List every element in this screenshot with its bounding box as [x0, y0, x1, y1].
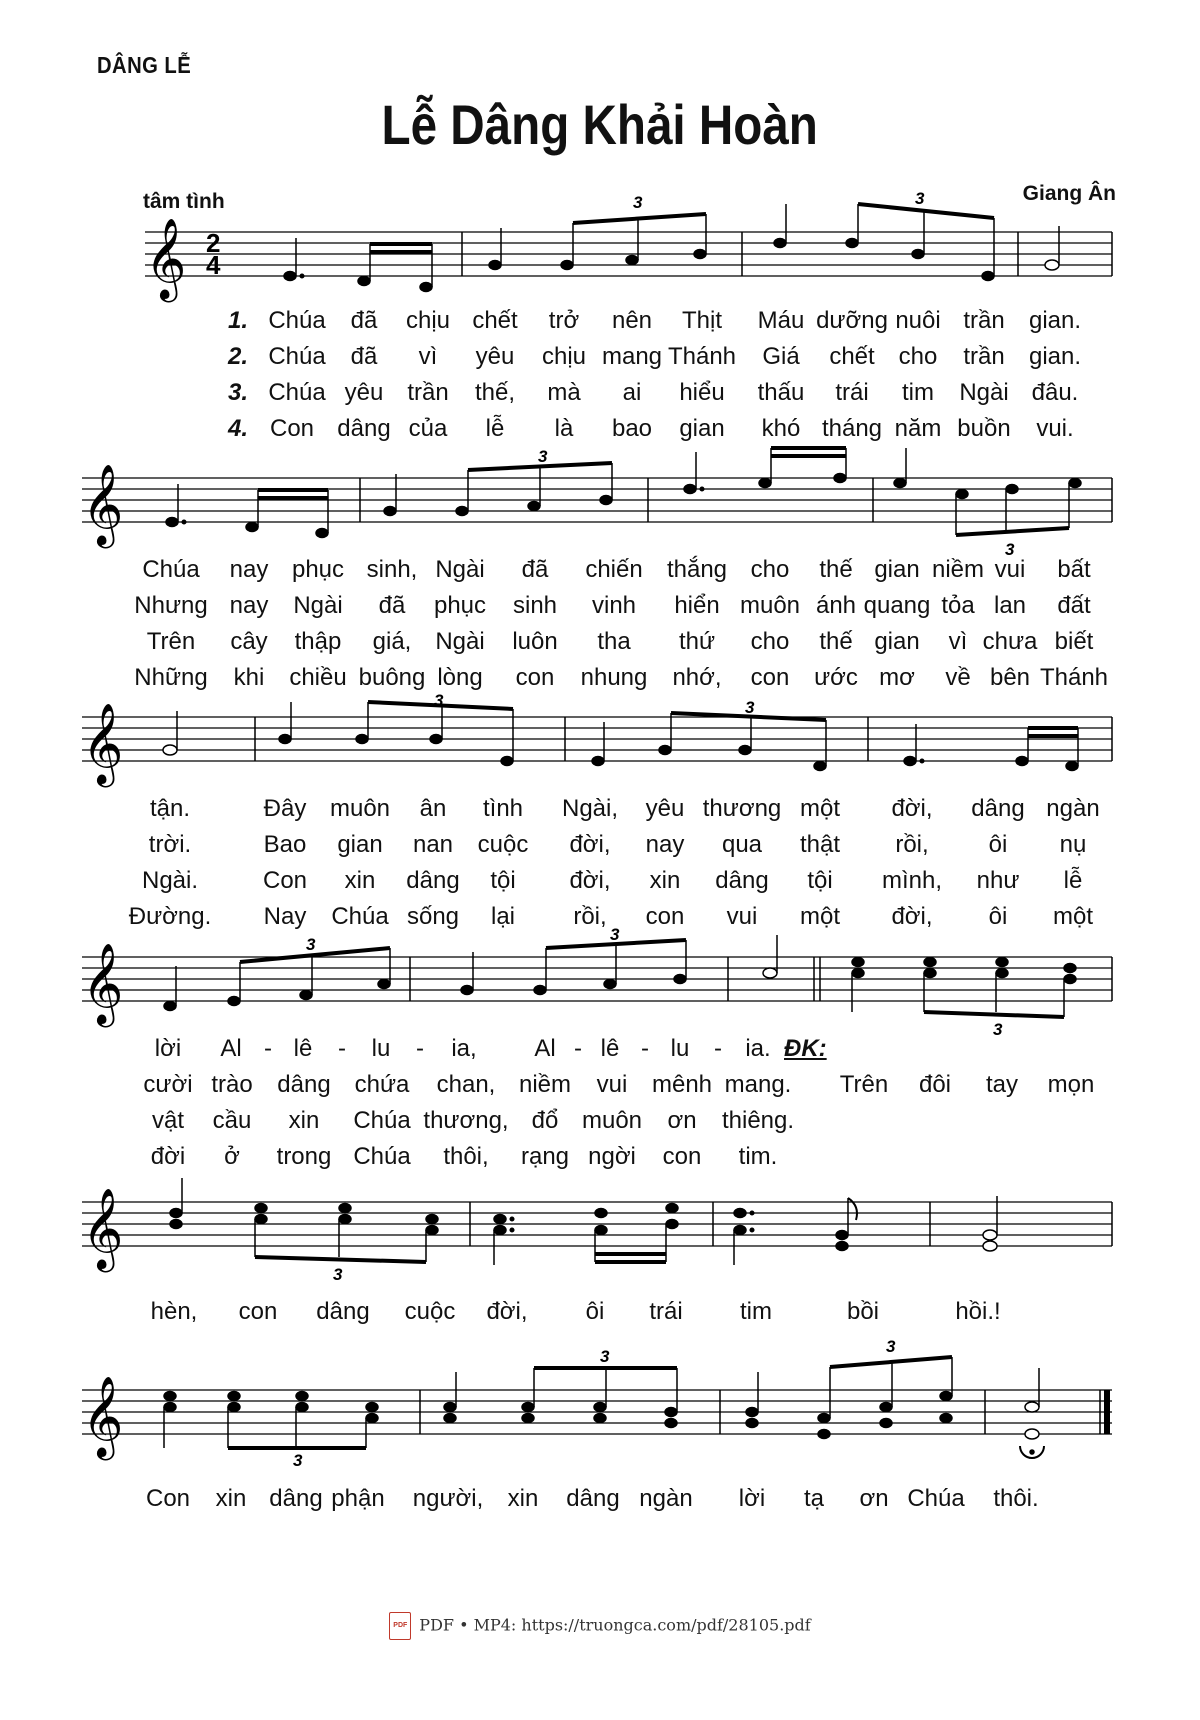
lyric-syllable: trái: [649, 1298, 683, 1325]
lyric-syllable: yêu: [344, 379, 384, 406]
lyric-syllable: thế: [819, 628, 853, 655]
lyric-syllable: Con: [145, 1485, 191, 1512]
lyric-syllable: hiểu: [679, 379, 725, 406]
lyric-syllable: sinh: [512, 592, 558, 619]
lyric-syllable: ngàn: [639, 1485, 693, 1512]
lyric-syllable: mình,: [881, 867, 943, 894]
staff-system-3: [0, 685, 1200, 795]
lyric-syllable: gian: [874, 556, 920, 583]
lyric-syllable: nay: [229, 556, 269, 583]
lyric-hyphen: -: [338, 1035, 346, 1062]
lyric-syllable: một: [799, 795, 841, 822]
lyric-syllable: chưa: [982, 628, 1038, 655]
lyric-syllable: Trên: [146, 628, 196, 655]
triplet-mark: 3: [538, 447, 548, 466]
lyric-syllable: vật: [151, 1107, 185, 1134]
treble-clef: 𝄞: [82, 704, 124, 782]
notes: [164, 1357, 1044, 1458]
lyric-syllable: thập: [294, 628, 342, 655]
lyric-syllable: thật: [799, 831, 841, 858]
lyric-syllable: thế,: [474, 379, 516, 406]
lyric-syllable: ôi: [988, 903, 1008, 930]
lyric-syllable: Chúa: [353, 1107, 411, 1134]
lyric-syllable: trần: [963, 343, 1005, 370]
lyric-syllable: con: [750, 664, 790, 691]
lyric-syllable: tận.: [149, 795, 191, 822]
lyric-syllable: Đường.: [128, 903, 212, 930]
treble-clef: 𝄞: [82, 944, 124, 1022]
staff-lines: [82, 957, 1112, 1001]
triplet-mark: 3: [915, 189, 925, 208]
lyric-syllable: năm: [894, 415, 942, 442]
lyric-syllable: đã: [521, 556, 549, 583]
lyric-syllable: Al: [220, 1035, 242, 1062]
lyric-syllable: cuộc: [404, 1298, 456, 1325]
lyric-syllable: về: [945, 664, 971, 691]
lyric-syllable: thấu: [757, 379, 805, 406]
lyric-syllable: khi: [233, 664, 265, 691]
lyric-syllable: Nhưng: [134, 592, 208, 619]
lyric-syllable: tim: [902, 379, 934, 406]
lyric-syllable: tháng: [821, 415, 883, 442]
lyric-syllable: ước: [814, 664, 858, 691]
lyric-syllable: như: [976, 867, 1020, 894]
lyric-syllable: lại: [490, 903, 516, 930]
lyric-syllable: gian: [679, 415, 725, 442]
lyric-syllable: luôn: [512, 628, 558, 655]
lyric-syllable: lu: [371, 1035, 391, 1062]
composer-name: Giang Ân: [1022, 182, 1116, 205]
lyric-syllable: dâng: [269, 1485, 323, 1512]
triplet-mark: 3: [886, 1337, 896, 1356]
lyric-syllable: niềm: [518, 1071, 572, 1098]
treble-clef: 𝄞: [82, 1377, 124, 1455]
lyric-syllable: tim.: [738, 1143, 778, 1170]
lyric-syllable: dâng: [715, 867, 769, 894]
lyric-syllable: buồn: [957, 415, 1011, 442]
lyric-syllable: nụ: [1059, 831, 1087, 858]
lyric-syllable: đã: [350, 343, 378, 370]
lyric-syllable: chan,: [436, 1071, 496, 1098]
staff-system-6: [0, 1337, 1200, 1480]
lyric-syllable: con: [515, 664, 555, 691]
lyric-syllable: mang: [601, 343, 663, 370]
lyric-syllable: thương,: [423, 1107, 509, 1134]
lyric-syllable: ngời: [588, 1143, 636, 1170]
lyric-syllable: xin: [288, 1107, 320, 1134]
lyric-syllable: dâng: [566, 1485, 620, 1512]
lyric-syllable: chiến: [585, 556, 643, 583]
lyric-syllable: cho: [750, 556, 790, 583]
song-category: DÂNG LỄ: [97, 52, 192, 78]
lyric-syllable: Những: [134, 664, 208, 691]
lyric-syllable: vui: [726, 903, 758, 930]
lyric-syllable: Nay: [263, 903, 307, 930]
lyric-syllable: tim: [740, 1298, 772, 1325]
lyric-hyphen: -: [416, 1035, 424, 1062]
lyric-syllable: chiều: [289, 664, 347, 691]
lyric-syllable: dâng: [971, 795, 1025, 822]
lyric-syllable: lời: [738, 1485, 766, 1512]
lyric-syllable: lời: [154, 1035, 182, 1062]
lyric-syllable: cười: [143, 1071, 193, 1098]
notes: [284, 204, 1059, 292]
lyric-syllable: mà: [547, 379, 581, 406]
triplet-mark: 3: [633, 193, 643, 212]
lyric-syllable: ở: [224, 1143, 240, 1170]
lyric-syllable: ôi: [585, 1298, 605, 1325]
lyric-syllable: rạng: [520, 1143, 570, 1170]
lyric-hyphen: -: [641, 1035, 649, 1062]
lyric-syllable: Chúa: [268, 307, 326, 334]
lyric-syllable: buông: [358, 664, 426, 691]
verse-number: 1.: [227, 307, 249, 334]
triplet-mark: 3: [293, 1451, 303, 1470]
lyric-syllable: Chúa: [268, 343, 326, 370]
lyric-syllable: lòng: [437, 664, 483, 691]
lyric-syllable: rồi,: [895, 831, 929, 858]
song-title: [0, 92, 1200, 157]
lyric-syllable: nuôi: [895, 307, 941, 334]
time-signature-top: 2: [206, 228, 221, 258]
treble-clef: 𝄞: [82, 465, 124, 543]
lyric-syllable: cầu: [212, 1107, 252, 1134]
lyric-syllable: Thánh: [667, 343, 737, 370]
lyric-syllable: tạ: [803, 1485, 825, 1512]
lyric-syllable: tha: [597, 628, 631, 655]
notes: [166, 448, 1081, 538]
staff-lines: [145, 232, 1112, 276]
lyric-syllable: trong: [276, 1143, 332, 1170]
lyric-syllable: đời,: [891, 795, 933, 822]
lyric-syllable: cây: [230, 628, 268, 655]
staff-system-5: [0, 1175, 1200, 1290]
triplet-mark: 3: [306, 935, 316, 954]
triplet-mark: 3: [993, 1020, 1003, 1039]
lyric-syllable: ia.: [745, 1035, 771, 1062]
lyric-syllable: yêu: [475, 343, 515, 370]
staff-system-1: [0, 190, 1200, 300]
lyric-syllable: trái: [835, 379, 869, 406]
lyric-syllable: lu: [670, 1035, 690, 1062]
triplet-mark: 3: [745, 698, 755, 717]
lyric-syllable: người,: [412, 1485, 484, 1512]
lyric-hyphen: -: [574, 1035, 582, 1062]
lyric-syllable: tình: [482, 795, 524, 822]
lyric-syllable: đời,: [569, 831, 611, 858]
lyric-syllable: chứa: [354, 1071, 410, 1098]
lyric-syllable: đôi: [918, 1071, 952, 1098]
lyric-syllable: nên: [611, 307, 653, 334]
lyric-syllable: bồi: [846, 1298, 880, 1325]
triplet-mark: 3: [610, 925, 620, 944]
lyric-syllable: của: [408, 415, 448, 442]
lyric-syllable: trần: [407, 379, 449, 406]
time-signature-bottom: 4: [206, 250, 221, 280]
staff-system-2: [0, 445, 1200, 559]
lyric-syllable: mọn: [1047, 1071, 1095, 1098]
lyric-syllable: muôn: [329, 795, 391, 822]
refrain-label: ĐK:: [784, 1035, 827, 1062]
lyric-syllable: chịu: [405, 307, 451, 334]
lyric-syllable: cho: [898, 343, 938, 370]
lyric-syllable: ơn: [667, 1107, 697, 1134]
lyric-syllable: Chúa: [907, 1485, 965, 1512]
lyric-syllable: Trên: [839, 1071, 889, 1098]
lyric-syllable: ơn: [859, 1485, 889, 1512]
lyric-syllable: là: [554, 415, 574, 442]
lyric-syllable: đã: [378, 592, 406, 619]
lyric-syllable: cho: [750, 628, 790, 655]
lyric-syllable: dâng: [406, 867, 460, 894]
lyric-syllable: dưỡng: [816, 307, 888, 334]
lyric-syllable: Al: [534, 1035, 556, 1062]
lyric-syllable: đời: [150, 1143, 186, 1170]
lyric-syllable: một: [1052, 903, 1094, 930]
lyric-syllable: rồi,: [573, 903, 607, 930]
lyric-syllable: mang.: [724, 1071, 792, 1098]
lyric-syllable: Ngài.: [141, 867, 199, 894]
lyric-hyphen: -: [264, 1035, 272, 1062]
footer: [0, 1612, 1200, 1640]
lyric-syllable: ia,: [451, 1035, 477, 1062]
lyric-syllable: thế: [819, 556, 853, 583]
lyric-syllable: thứ: [678, 628, 716, 655]
lyric-syllable: vì: [948, 628, 968, 655]
lyric-syllable: lan: [993, 592, 1027, 619]
lyric-syllable: Chúa: [331, 903, 389, 930]
lyric-syllable: đã: [350, 307, 378, 334]
lyric-syllable: dâng: [316, 1298, 370, 1325]
final-barline: [1104, 1390, 1110, 1434]
lyric-syllable: Đây: [263, 795, 307, 822]
lyric-syllable: trào: [211, 1071, 253, 1098]
lyric-syllable: Chúa: [353, 1143, 411, 1170]
lyric-syllable: Ngài: [959, 379, 1009, 406]
lyric-syllable: tay: [985, 1071, 1019, 1098]
lyric-syllable: vui: [994, 556, 1026, 583]
lyric-syllable: Con: [269, 415, 315, 442]
lyric-syllable: cuộc: [477, 831, 529, 858]
lyric-syllable: hồi.!: [955, 1298, 1001, 1325]
lyric-syllable: lê: [600, 1035, 620, 1062]
verse-number: 4.: [227, 415, 249, 442]
lyric-syllable: gian: [337, 831, 383, 858]
lyric-syllable: thôi.: [993, 1485, 1039, 1512]
lyric-syllable: phục: [433, 592, 487, 619]
lyric-syllable: đời,: [486, 1298, 528, 1325]
lyric-syllable: vui: [596, 1071, 628, 1098]
lyric-syllable: lễ: [485, 415, 505, 442]
lyric-syllable: tỏa: [941, 592, 975, 619]
lyric-syllable: dâng: [337, 415, 391, 442]
lyric-syllable: ai: [622, 379, 642, 406]
lyric-syllable: đổ: [531, 1107, 559, 1134]
lyric-syllable: xin: [215, 1485, 247, 1512]
lyric-syllable: đời,: [569, 867, 611, 894]
lyric-syllable: ôi: [988, 831, 1008, 858]
notes: [164, 935, 1076, 1017]
lyric-syllable: ngàn: [1046, 795, 1100, 822]
lyric-syllable: con: [645, 903, 685, 930]
lyric-syllable: mơ: [879, 664, 915, 691]
lyric-syllable: bao: [611, 415, 653, 442]
lyric-syllable: trần: [963, 307, 1005, 334]
lyric-syllable: xin: [344, 867, 376, 894]
lyric-syllable: muôn: [581, 1107, 643, 1134]
pdf-icon: PDF: [389, 1612, 411, 1640]
verse-number: 3.: [227, 379, 249, 406]
lyric-syllable: Ngài: [435, 556, 485, 583]
lyric-syllable: thiêng.: [721, 1107, 795, 1134]
lyric-syllable: muôn: [739, 592, 801, 619]
lyric-syllable: nhớ,: [672, 664, 722, 691]
staff-lines: [82, 1202, 1112, 1246]
lyric-syllable: tội: [490, 867, 516, 894]
lyric-syllable: Bao: [263, 831, 307, 858]
lyric-syllable: gian.: [1028, 307, 1082, 334]
lyric-hyphen: -: [714, 1035, 722, 1062]
lyric-syllable: biết: [1054, 628, 1094, 655]
lyric-syllable: thương: [702, 795, 782, 822]
verse-number: 2.: [227, 343, 249, 370]
treble-clef: 𝄞: [145, 219, 187, 297]
lyric-syllable: nay: [229, 592, 269, 619]
lyric-syllable: khó: [761, 415, 801, 442]
lyric-syllable: xin: [507, 1485, 539, 1512]
lyric-syllable: đời,: [891, 903, 933, 930]
lyric-syllable: ánh: [815, 592, 857, 619]
lyric-syllable: dâng: [277, 1071, 331, 1098]
lyric-syllable: gian.: [1028, 343, 1082, 370]
staff-system-4: [0, 925, 1200, 1039]
lyric-syllable: Ngài: [435, 628, 485, 655]
lyric-syllable: Chúa: [142, 556, 200, 583]
lyric-syllable: nan: [412, 831, 454, 858]
song-title-text: Lễ Dâng Khải Hoàn: [381, 93, 819, 156]
footer-link[interactable]: PDF • MP4: https://truongca.com/pdf/28105.pdf: [419, 1615, 811, 1635]
lyric-syllable: Ngài,: [561, 795, 619, 822]
lyric-syllable: bên: [989, 664, 1031, 691]
lyric-syllable: Ngài: [293, 592, 343, 619]
tempo-marking: tâm tình: [143, 190, 225, 213]
lyric-syllable: thôi,: [443, 1143, 489, 1170]
lyric-syllable: nay: [645, 831, 685, 858]
lyric-syllable: yêu: [645, 795, 685, 822]
lyric-syllable: hèn,: [150, 1298, 198, 1325]
lyric-syllable: Con: [262, 867, 308, 894]
notes: [163, 702, 1078, 771]
lyric-syllable: chết: [829, 343, 875, 370]
lyric-syllable: trở: [548, 307, 580, 334]
lyric-syllable: bất: [1057, 556, 1091, 583]
treble-clef: 𝄞: [82, 1189, 124, 1267]
triplet-mark: 3: [1005, 540, 1015, 559]
lyric-syllable: chịu: [541, 343, 587, 370]
lyric-syllable: hiển: [674, 592, 720, 619]
lyric-syllable: qua: [721, 831, 763, 858]
lyric-syllable: chết: [472, 307, 518, 334]
lyric-syllable: Thịt: [681, 307, 723, 334]
lyric-syllable: gian: [874, 628, 920, 655]
lyric-syllable: niềm: [931, 556, 985, 583]
lyric-syllable: vui.: [1036, 415, 1074, 442]
lyric-syllable: Máu: [757, 307, 805, 334]
triplet-mark: 3: [600, 1347, 610, 1366]
lyric-syllable: tội: [807, 867, 833, 894]
triplet-mark: 3: [333, 1265, 343, 1284]
lyric-syllable: nhung: [580, 664, 648, 691]
lyric-syllable: vì: [418, 343, 438, 370]
lyric-syllable: xin: [649, 867, 681, 894]
lyric-syllable: một: [799, 903, 841, 930]
lyric-syllable: con: [238, 1298, 278, 1325]
lyric-syllable: Thánh: [1039, 664, 1109, 691]
lyric-syllable: quang: [863, 592, 931, 619]
lyric-syllable: Giá: [762, 343, 800, 370]
lyric-syllable: sinh,: [366, 556, 418, 583]
lyric-syllable: phục: [291, 556, 345, 583]
notes: [170, 1178, 997, 1265]
lyric-syllable: lễ: [1063, 867, 1083, 894]
triplet-mark: 3: [434, 691, 444, 710]
lyric-syllable: lê: [293, 1035, 313, 1062]
staff-lines: [82, 478, 1112, 522]
lyric-syllable: đất: [1057, 592, 1091, 619]
lyric-syllable: ân: [419, 795, 447, 822]
lyric-syllable: vinh: [591, 592, 637, 619]
lyric-syllable: đâu.: [1031, 379, 1079, 406]
lyric-syllable: mênh: [651, 1071, 713, 1098]
lyric-syllable: thắng: [666, 556, 728, 583]
lyric-syllable: sống: [406, 903, 460, 930]
lyric-syllable: con: [662, 1143, 702, 1170]
lyric-syllable: giá,: [372, 628, 412, 655]
lyric-syllable: trời.: [148, 831, 192, 858]
staff-lines: [82, 717, 1112, 761]
lyric-syllable: Chúa: [268, 379, 326, 406]
lyric-syllable: phận: [331, 1485, 385, 1512]
